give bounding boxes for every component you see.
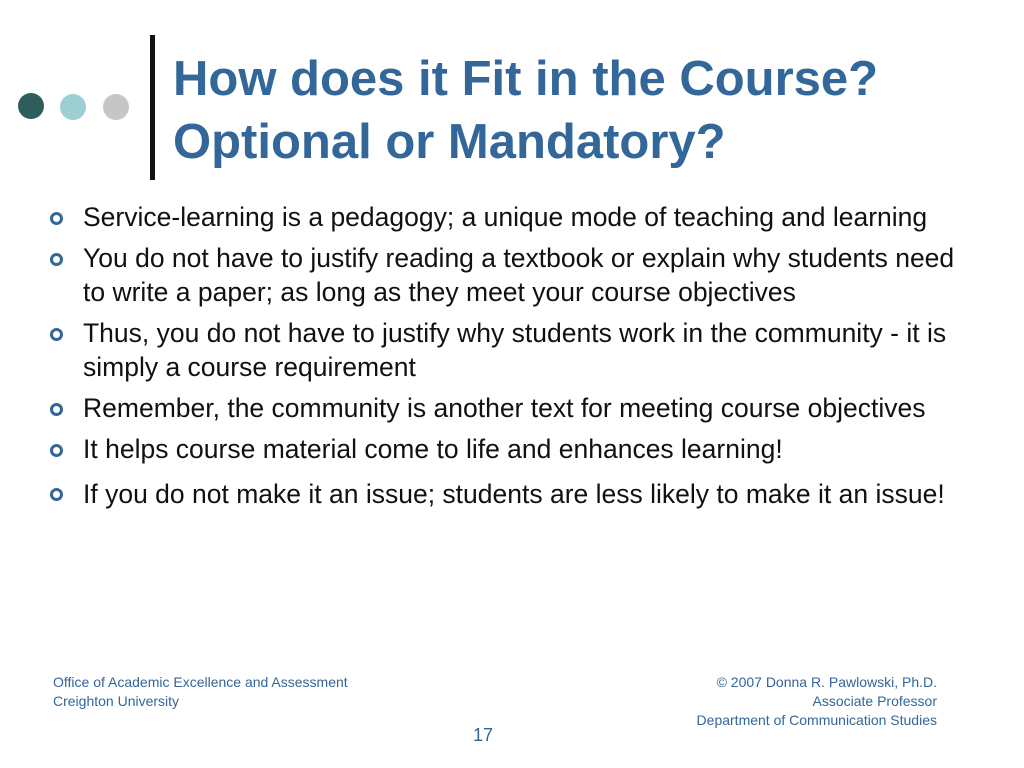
- title-divider-bar: [150, 35, 155, 180]
- bullet-ring-icon: [50, 328, 63, 341]
- decorative-dot-gray: [103, 94, 129, 120]
- bullet-ring-icon: [50, 212, 63, 225]
- footer-department: Department of Communication Studies: [696, 712, 937, 728]
- bullet-text: It helps course material come to life and enhances learning!: [83, 434, 783, 464]
- bullet-ring-icon: [50, 488, 63, 501]
- bullet-ring-icon: [50, 403, 63, 416]
- slide-title-line-1: How does it Fit in the Course?: [173, 52, 879, 106]
- slide-title: [173, 48, 1013, 174]
- bullet-text: Remember, the community is another text for meeting course objectives: [83, 393, 926, 423]
- bullet-item: [48, 391, 978, 425]
- bullet-text: Service-learning is a pedagogy; a unique mode of teaching and learning: [83, 202, 928, 232]
- footer-university-name: Creighton University: [53, 693, 180, 709]
- decorative-dot-light-teal: [60, 94, 86, 120]
- bullet-item: [48, 316, 978, 384]
- bullet-item: [48, 473, 978, 515]
- footer-copyright: © 2007 Donna R. Pawlowski, Ph.D.: [716, 674, 937, 690]
- bullet-list: [48, 200, 978, 522]
- bullet-text: You do not have to justify reading a textbook or explain why students need to write a paper; as long as they meet your course objectives: [83, 243, 955, 307]
- decorative-dot-dark-teal: [18, 93, 44, 119]
- bullet-text: Thus, you do not have to justify why students work in the community - it is simply a course requirement: [83, 318, 947, 382]
- bullet-item: [48, 432, 978, 466]
- bullet-text: If you do not make it an issue; students are less likely to make it an issue!: [83, 479, 945, 509]
- footer-office-name: Office of Academic Excellence and Assessment: [53, 674, 348, 690]
- bullet-ring-icon: [50, 253, 63, 266]
- footer-right: [697, 673, 937, 730]
- bullet-ring-icon: [50, 444, 63, 457]
- page-number: 17: [472, 725, 494, 745]
- footer-author-title: Associate Professor: [812, 693, 937, 709]
- footer-left: [53, 673, 348, 711]
- bullet-item: [48, 200, 978, 234]
- slide-title-line-2: Optional or Mandatory?: [173, 115, 726, 169]
- bullet-item: [48, 241, 978, 309]
